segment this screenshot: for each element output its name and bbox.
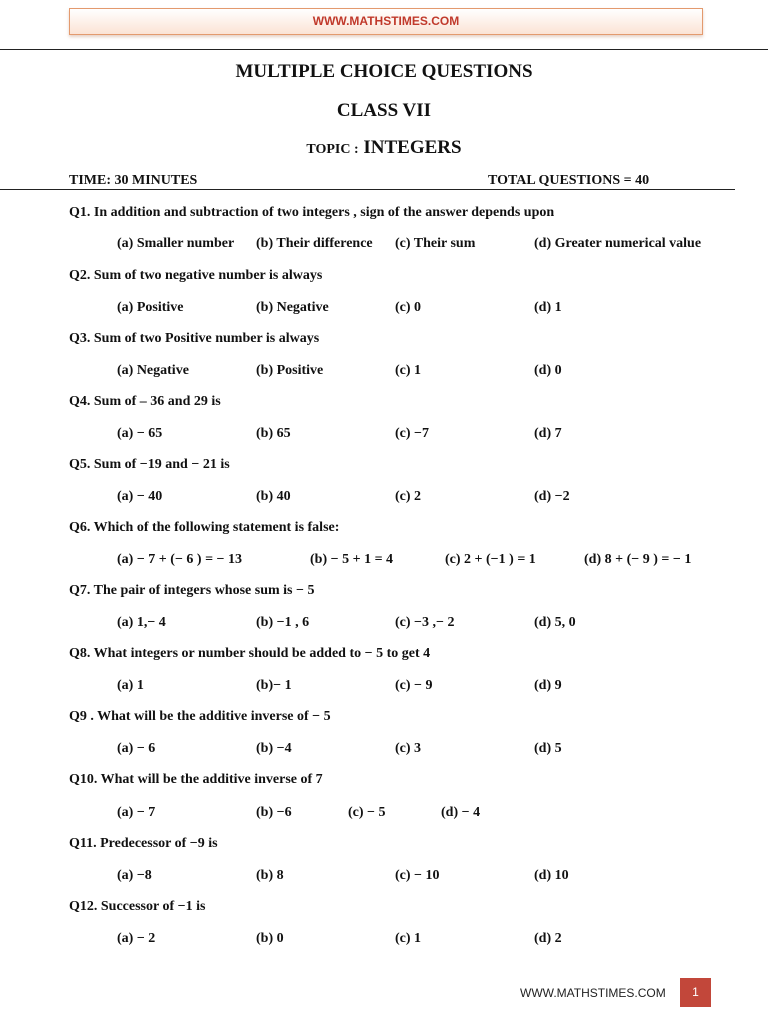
topic-title: [0, 137, 768, 159]
header-banner: [69, 8, 703, 35]
option-a: (a) Negative: [117, 363, 189, 378]
option-d: (d) 8 + (− 9 ) = − 1: [584, 552, 692, 567]
class-title: CLASS VII: [336, 100, 432, 121]
question-text: Q7. The pair of integers whose sum is − 5: [69, 583, 315, 598]
footer-site-url: WWW.MATHSTIMES.COM: [520, 986, 666, 1000]
option-c: (c) − 5: [348, 805, 386, 820]
total-questions: TOTAL QUESTIONS = 40: [488, 173, 650, 188]
option-a: (a) − 7: [117, 805, 156, 820]
option-d: (d) 5: [534, 741, 562, 756]
option-a: (a) − 7 + (− 6 ) = − 13: [117, 552, 243, 567]
document-title: MULTIPLE CHOICE QUESTIONS: [235, 61, 533, 82]
question-text: Q3. Sum of two Positive number is always: [69, 331, 320, 346]
question-text: Q2. Sum of two negative number is always: [69, 268, 323, 283]
option-b: (b) Negative: [256, 300, 329, 315]
option-d: (d) 9: [534, 678, 562, 693]
option-a: (a) 1,− 4: [117, 615, 166, 630]
option-c: (c) − 9: [395, 678, 433, 693]
time-limit: TIME: 30 MINUTES: [69, 173, 198, 188]
option-b: (b) Their difference: [256, 236, 373, 251]
header-site-url: WWW.MATHSTIMES.COM: [312, 14, 460, 28]
option-b: (b) − 5 + 1 = 4: [310, 552, 394, 567]
option-a: (a) Smaller number: [117, 236, 235, 251]
option-b: (b) 0: [256, 931, 284, 946]
option-c: (c) 3: [395, 741, 422, 756]
option-a: (a) −8: [117, 868, 152, 883]
option-d: (d) − 4: [441, 805, 481, 820]
meta-divider: [0, 189, 735, 190]
option-d: (d) 0: [534, 363, 562, 378]
option-a: (a) − 6: [117, 741, 156, 756]
option-d: (d) 10: [534, 868, 569, 883]
option-a: (a) − 2: [117, 931, 156, 946]
option-c: (c) −3 ,− 2: [395, 615, 455, 630]
option-d: (d) −2: [534, 489, 570, 504]
option-a: (a) − 40: [117, 489, 163, 504]
option-b: (b)− 1: [256, 678, 292, 693]
option-c: (c) − 10: [395, 868, 440, 883]
option-c: (c) 1: [395, 363, 422, 378]
option-c: (c) Their sum: [395, 236, 476, 251]
question-text: Q1. In addition and subtraction of two integers , sign of the answer depends upon: [69, 205, 555, 220]
option-d: (d) Greater numerical value: [534, 236, 702, 251]
option-b: (b) −6: [256, 805, 292, 820]
option-a: (a) Positive: [117, 300, 184, 315]
question-text: Q4. Sum of – 36 and 29 is: [69, 394, 221, 409]
option-b: (b) 8: [256, 868, 284, 883]
question-text: Q11. Predecessor of −9 is: [69, 836, 218, 851]
topic-label: TOPIC :: [306, 142, 359, 157]
option-b: (b) −4: [256, 741, 292, 756]
option-a: (a) − 65: [117, 426, 163, 441]
option-c: (c) 0: [395, 300, 422, 315]
option-b: (b) −1 , 6: [256, 615, 310, 630]
question-text: Q12. Successor of −1 is: [69, 899, 206, 914]
option-c: (c) 1: [395, 931, 422, 946]
question-text: Q5. Sum of −19 and − 21 is: [69, 457, 230, 472]
option-c: (c) −7: [395, 426, 430, 441]
question-text: Q8. What integers or number should be added to − 5 to get 4: [69, 646, 431, 661]
option-d: (d) 7: [534, 426, 562, 441]
option-b: (b) 40: [256, 489, 291, 504]
option-a: (a) 1: [117, 678, 144, 693]
option-d: (d) 5, 0: [534, 615, 576, 630]
option-c: (c) 2: [395, 489, 422, 504]
topic-value: INTEGERS: [363, 137, 462, 158]
question-text: Q6. Which of the following statement is false:: [69, 520, 340, 535]
top-divider: [0, 49, 768, 50]
option-d: (d) 2: [534, 931, 562, 946]
option-b: (b) Positive: [256, 363, 324, 378]
option-b: (b) 65: [256, 426, 291, 441]
option-d: (d) 1: [534, 300, 562, 315]
option-c: (c) 2 + (−1 ) = 1: [445, 552, 536, 567]
question-text: Q9 . What will be the additive inverse of − 5: [69, 709, 331, 724]
question-text: Q10. What will be the additive inverse of 7: [69, 772, 323, 787]
page-number: 1: [680, 978, 711, 1007]
